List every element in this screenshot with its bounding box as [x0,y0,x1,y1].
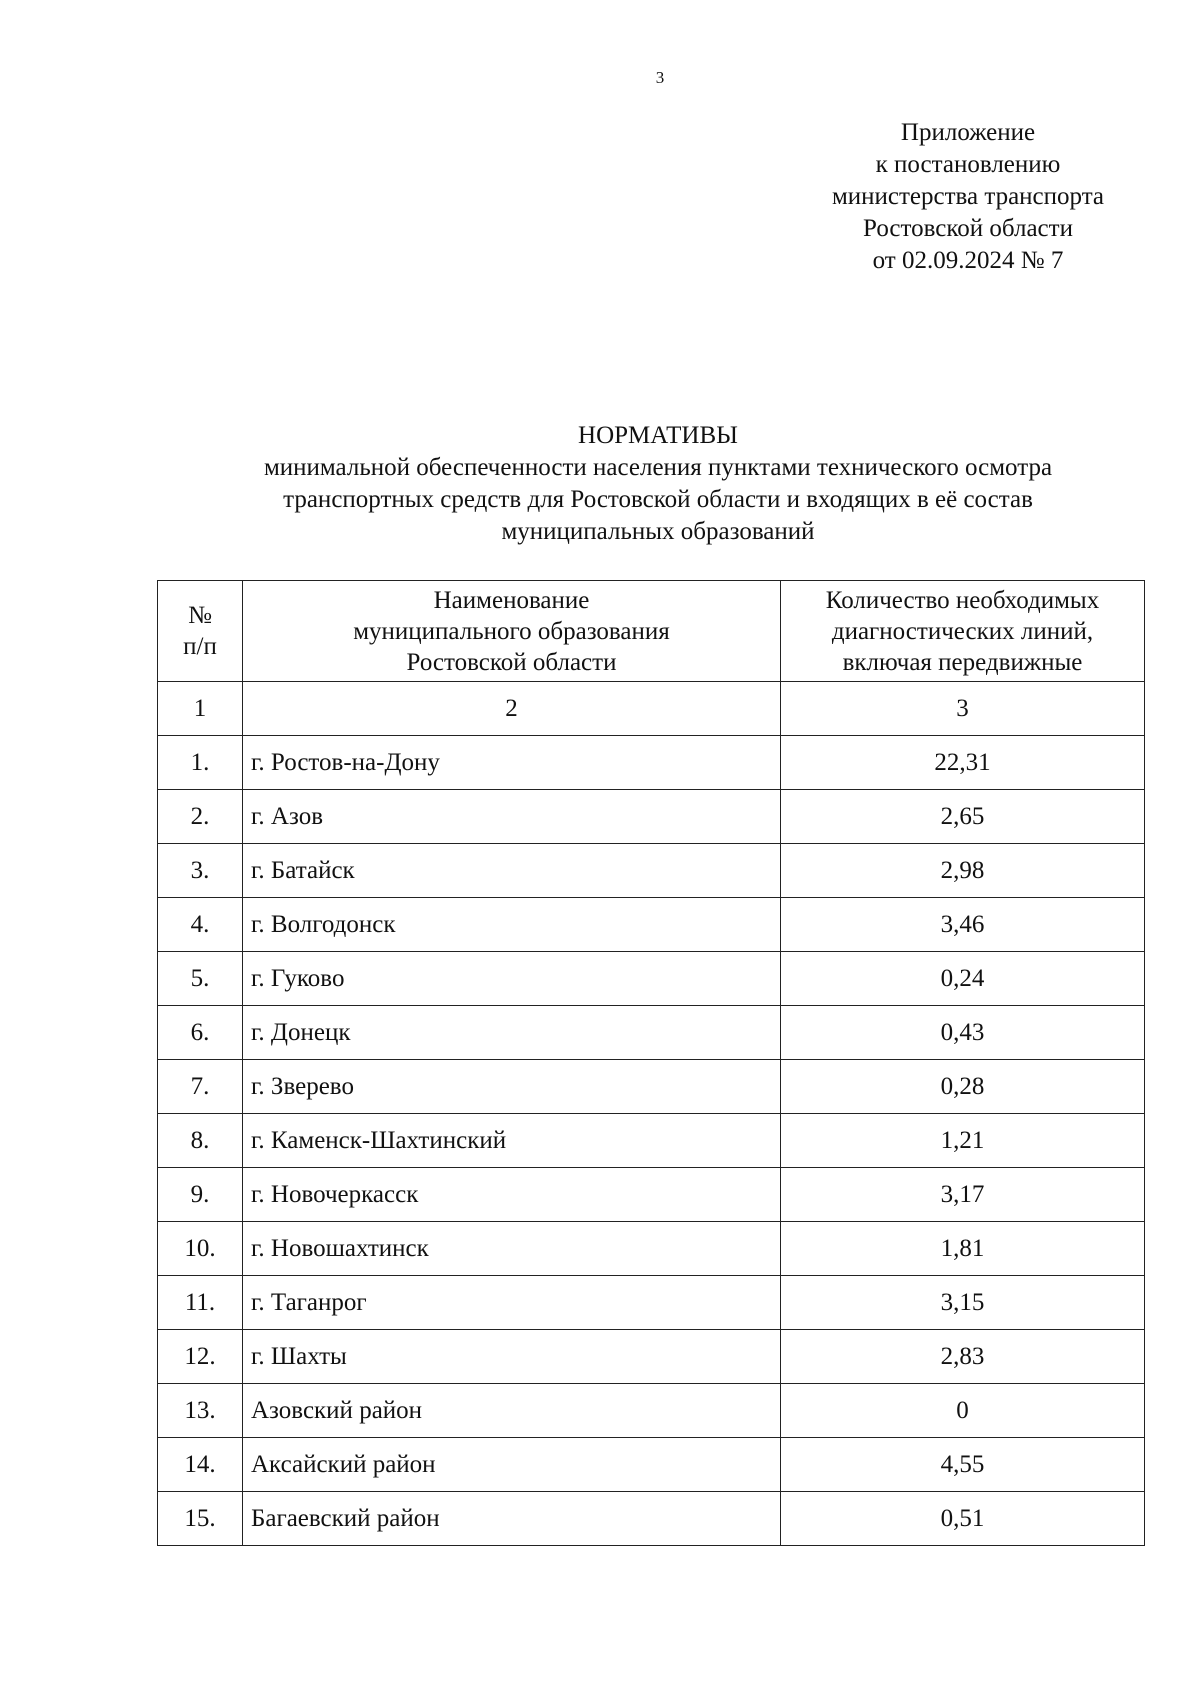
row-lines-count: 22,31 [781,736,1145,790]
table-row [158,898,1145,952]
table-row [158,1060,1145,1114]
table-row [158,790,1145,844]
row-municipality: г. Азов [243,790,781,844]
row-lines-count: 4,55 [781,1438,1145,1492]
header-municipality-line: Ростовской области [406,648,617,676]
appendix-line: Ростовской области [863,215,1073,242]
row-municipality: Аксайский район [243,1438,781,1492]
row-municipality: г. Донецк [243,1006,781,1060]
row-number: 7. [158,1060,243,1114]
row-number: 5. [158,952,243,1006]
appendix-line: министерства транспорта [831,183,1105,210]
header-lines-count-line: Количество необходимых [825,586,1100,614]
row-number: 9. [158,1168,243,1222]
table-row [158,1492,1145,1546]
row-lines-count: 1,81 [781,1222,1145,1276]
row-municipality: Багаевский район [243,1492,781,1546]
column-number: 1 [158,682,243,736]
row-lines-count: 2,83 [781,1330,1145,1384]
row-municipality: г. Зверево [243,1060,781,1114]
header-lines-count [781,581,1145,682]
row-lines-count: 2,98 [781,844,1145,898]
row-municipality: Азовский район [243,1384,781,1438]
header-municipality [243,581,781,682]
row-number: 3. [158,844,243,898]
row-municipality: г. Шахты [243,1330,781,1384]
document-subtitle-line: минимальной обеспеченности населения пунктами технического осмотра [263,454,1053,481]
table-row [158,1384,1145,1438]
row-municipality: г. Каменск-Шахтинский [243,1114,781,1168]
row-lines-count: 0 [781,1384,1145,1438]
row-lines-count: 0,43 [781,1006,1145,1060]
row-number: 1. [158,736,243,790]
row-number: 6. [158,1006,243,1060]
column-number: 2 [243,682,781,736]
header-number-line: № [188,602,212,629]
row-number: 2. [158,790,243,844]
document-heading: НОРМАТИВЫ [578,422,738,449]
document-title-block [158,420,1158,548]
row-municipality: г. Ростов-на-Дону [243,736,781,790]
document-subtitle-line: муниципальных образований [501,518,815,545]
document-subtitle-line: транспортных средств для Ростовской области и входящих в её состав [283,486,1033,513]
row-number: 13. [158,1384,243,1438]
row-lines-count: 1,21 [781,1114,1145,1168]
row-lines-count: 3,46 [781,898,1145,952]
table-row [158,1114,1145,1168]
table-row [158,1222,1145,1276]
table-row [158,736,1145,790]
row-number: 12. [158,1330,243,1384]
row-lines-count: 3,15 [781,1276,1145,1330]
appendix-line: от 02.09.2024 № 7 [872,247,1064,274]
table-row [158,952,1145,1006]
header-number [158,581,243,682]
header-municipality-line: муниципального образования [353,617,670,645]
row-municipality: г. Новочеркасск [243,1168,781,1222]
table-row [158,1168,1145,1222]
row-lines-count: 2,65 [781,790,1145,844]
norms-table [157,580,1145,1546]
row-number: 14. [158,1438,243,1492]
row-number: 11. [158,1276,243,1330]
column-number: 3 [781,682,1145,736]
page-number: 3 [655,68,665,87]
table-header-row [158,581,1145,682]
header-municipality-line: Наименование [433,586,590,614]
row-lines-count: 0,24 [781,952,1145,1006]
row-lines-count: 0,51 [781,1492,1145,1546]
row-municipality: г. Гуково [243,952,781,1006]
table-row [158,1330,1145,1384]
row-municipality: г. Новошахтинск [243,1222,781,1276]
header-lines-count-line: включая передвижные [842,648,1083,676]
row-municipality: г. Волгодонск [243,898,781,952]
row-number: 4. [158,898,243,952]
row-number: 10. [158,1222,243,1276]
row-municipality: г. Таганрог [243,1276,781,1330]
header-lines-count-line: диагностических линий, [831,617,1094,645]
row-lines-count: 0,28 [781,1060,1145,1114]
table-row [158,1006,1145,1060]
row-number: 15. [158,1492,243,1546]
appendix-block [818,117,1118,277]
header-number-line: п/п [183,633,217,660]
row-number: 8. [158,1114,243,1168]
column-number-row [158,682,1145,736]
appendix-line: к постановлению [875,151,1061,178]
table-row [158,844,1145,898]
table-row [158,1438,1145,1492]
row-lines-count: 3,17 [781,1168,1145,1222]
row-municipality: г. Батайск [243,844,781,898]
appendix-line: Приложение [900,119,1036,146]
table-row [158,1276,1145,1330]
